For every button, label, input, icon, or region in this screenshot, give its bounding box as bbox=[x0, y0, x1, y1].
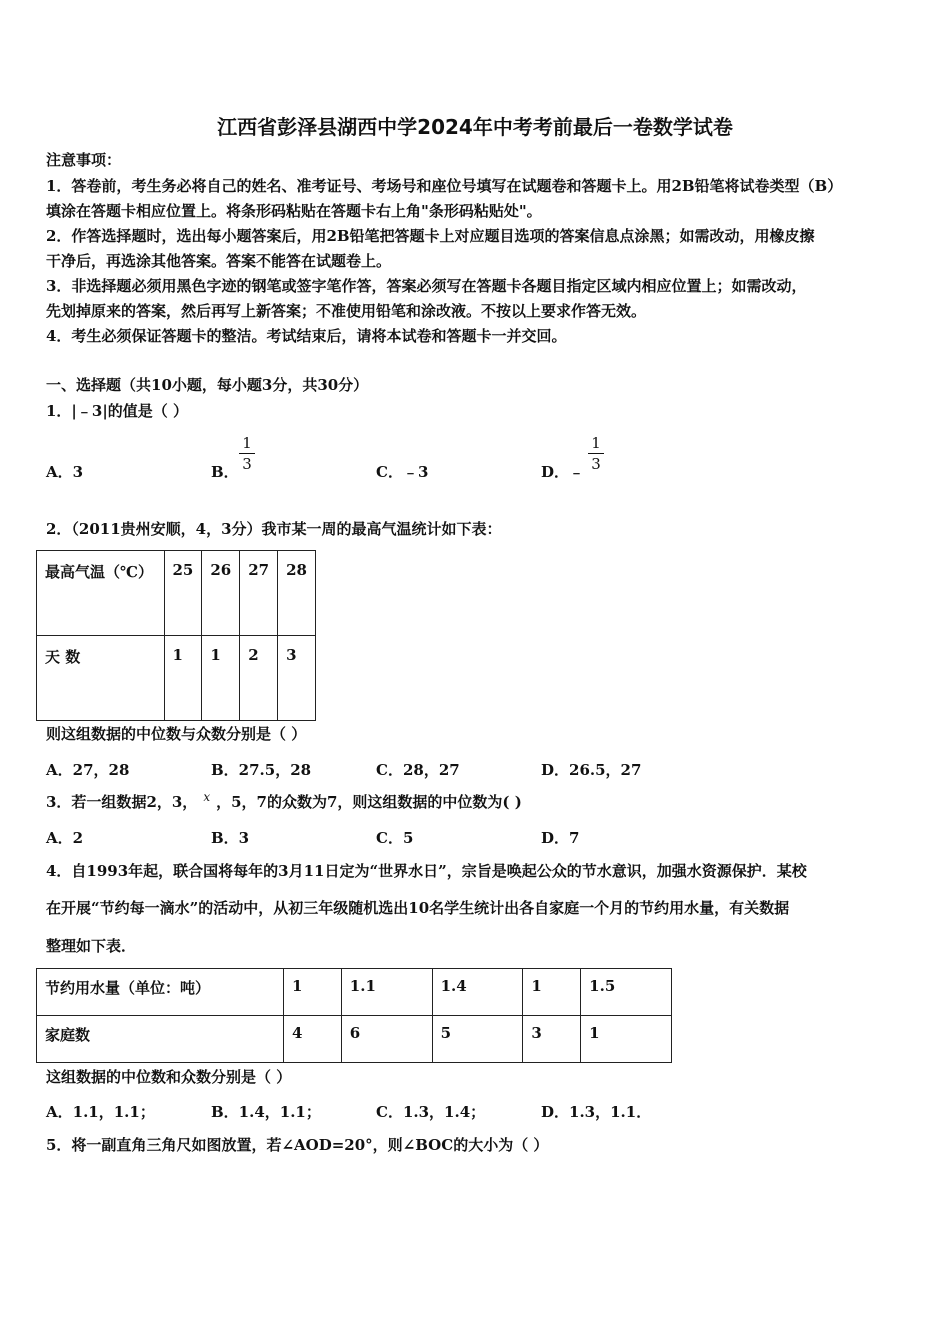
table-cell: 节约用水量（单位：吨） bbox=[37, 969, 284, 1016]
table-cell: 1 bbox=[523, 969, 581, 1016]
table-cell: 1.5 bbox=[581, 969, 672, 1016]
option-d: D．26.5，27 bbox=[541, 761, 642, 779]
option-a: A．27，28 bbox=[46, 761, 130, 779]
question-5-stem: 5．将一副直角三角尺如图放置，若∠AOD=20°，则∠BOC的大小为（ ） bbox=[46, 1136, 549, 1154]
question-2-prompt: 则这组数据的中位数与众数分别是（ ） bbox=[46, 725, 307, 743]
option-c: C．﹣3 bbox=[376, 463, 429, 481]
section-heading: 一、选择题（共10小题，每小题3分，共30分） bbox=[46, 376, 369, 394]
question-3-stem bbox=[46, 792, 522, 813]
option-b: B．1.4，1.1； bbox=[211, 1103, 321, 1121]
question-2-stem: 2．（2011贵州安顺，4，3分）我市某一周的最高气温统计如下表： bbox=[46, 520, 502, 538]
notice-line: 先划掉原来的答案，然后再写上新答案；不准使用铅笔和涂改液。不按以上要求作答无效。 bbox=[46, 302, 647, 320]
fraction-denominator: 3 bbox=[591, 455, 601, 473]
notice-line: 干净后，再选涂其他答案。答案不能答在试题卷上。 bbox=[46, 252, 392, 270]
table-cell: 天 数 bbox=[37, 636, 165, 721]
table-row bbox=[37, 969, 672, 1016]
table-cell: 27 bbox=[240, 551, 278, 636]
option-b: B．27.5，28 bbox=[211, 761, 312, 779]
fraction-bar bbox=[588, 453, 604, 454]
option-b: B．3 bbox=[211, 829, 250, 847]
notice-line: 3．非选择题必须用黑色字迹的钢笔或签字笔作答，答案必须写在答题卡各题目指定区域内相应位置上；如需改动， bbox=[46, 277, 807, 295]
table-cell: 1 bbox=[581, 1016, 672, 1063]
table-cell: 最高气温（℃） bbox=[37, 551, 165, 636]
notice-line: 填涂在答题卡相应位置上。将条形码粘贴在答题卡右上角"条形码粘贴处"。 bbox=[46, 202, 542, 220]
page-title: 江西省彭泽县湖西中学2024年中考考前最后一卷数学试卷 bbox=[217, 115, 733, 139]
question-4-line: 4．自1993年起，联合国将每年的3月11日定为“世界水日”，宗旨是唤起公众的节水意识，加强水资源保护．某校 bbox=[46, 862, 807, 880]
table-cell: 28 bbox=[278, 551, 316, 636]
fraction-one-third bbox=[588, 434, 604, 473]
table-row bbox=[37, 1016, 672, 1063]
question-4-prompt: 这组数据的中位数和众数分别是（ ） bbox=[46, 1068, 292, 1086]
option-c: C．1.3，1.4； bbox=[376, 1103, 486, 1121]
option-d: D．1.3，1.1． bbox=[541, 1103, 652, 1121]
question-3-stem-start: 3．若一组数据2，3， bbox=[46, 793, 198, 811]
table-cell: 4 bbox=[284, 1016, 342, 1063]
temperature-table bbox=[36, 550, 316, 721]
question-4-line: 整理如下表． bbox=[46, 937, 137, 955]
table-cell: 1 bbox=[202, 636, 240, 721]
table-row bbox=[37, 636, 316, 721]
fraction-numerator: 1 bbox=[591, 434, 601, 452]
fraction-denominator: 3 bbox=[242, 455, 252, 473]
table-cell: 1.4 bbox=[432, 969, 523, 1016]
table-cell: 2 bbox=[240, 636, 278, 721]
notice-line: 4．考生必须保证答题卡的整洁。考试结束后，请将本试卷和答题卡一并交回。 bbox=[46, 327, 567, 345]
question-3-stem-end: ，5，7的众数为7，则这组数据的中位数为( ) bbox=[216, 793, 522, 811]
option-a: A．2 bbox=[46, 829, 84, 847]
table-cell: 1 bbox=[284, 969, 342, 1016]
table-cell: 1.1 bbox=[341, 969, 432, 1016]
table-cell: 25 bbox=[164, 551, 202, 636]
option-b-label: B． bbox=[211, 463, 239, 481]
table-cell: 26 bbox=[202, 551, 240, 636]
option-c: C．5 bbox=[376, 829, 414, 847]
fraction-numerator: 1 bbox=[242, 434, 252, 452]
notice-line: 1．答卷前，考生务必将自己的姓名、准考证号、考场号和座位号填写在试题卷和答题卡上。用2B铅笔将试卷类型（B） bbox=[46, 177, 843, 195]
table-cell: 1 bbox=[164, 636, 202, 721]
question-1-stem: 1．|﹣3|的值是（ ） bbox=[46, 402, 189, 420]
option-d: D．7 bbox=[541, 829, 580, 847]
fraction-bar bbox=[239, 453, 255, 454]
option-d-label: D．﹣ bbox=[541, 463, 585, 481]
table-cell: 5 bbox=[432, 1016, 523, 1063]
variable-x: x bbox=[203, 790, 211, 804]
option-a: A．1.1，1.1； bbox=[46, 1103, 155, 1121]
notice-heading: 注意事项： bbox=[46, 151, 122, 169]
table-cell: 3 bbox=[523, 1016, 581, 1063]
option-c: C．28，27 bbox=[376, 761, 460, 779]
table-row bbox=[37, 551, 316, 636]
option-a: A．3 bbox=[46, 463, 84, 481]
notice-line: 2．作答选择题时，选出每小题答案后，用2B铅笔把答题卡上对应题目选项的答案信息点涂黑；如需改动，用橡皮擦 bbox=[46, 227, 815, 245]
fraction-one-third bbox=[239, 434, 255, 473]
table-cell: 家庭数 bbox=[37, 1016, 284, 1063]
question-4-line: 在开展“节约每一滴水”的活动中，从初三年级随机选出10名学生统计出各自家庭一个月的节约用水量，有关数据 bbox=[46, 899, 790, 917]
table-cell: 3 bbox=[278, 636, 316, 721]
water-saving-table bbox=[36, 968, 672, 1063]
table-cell: 6 bbox=[341, 1016, 432, 1063]
